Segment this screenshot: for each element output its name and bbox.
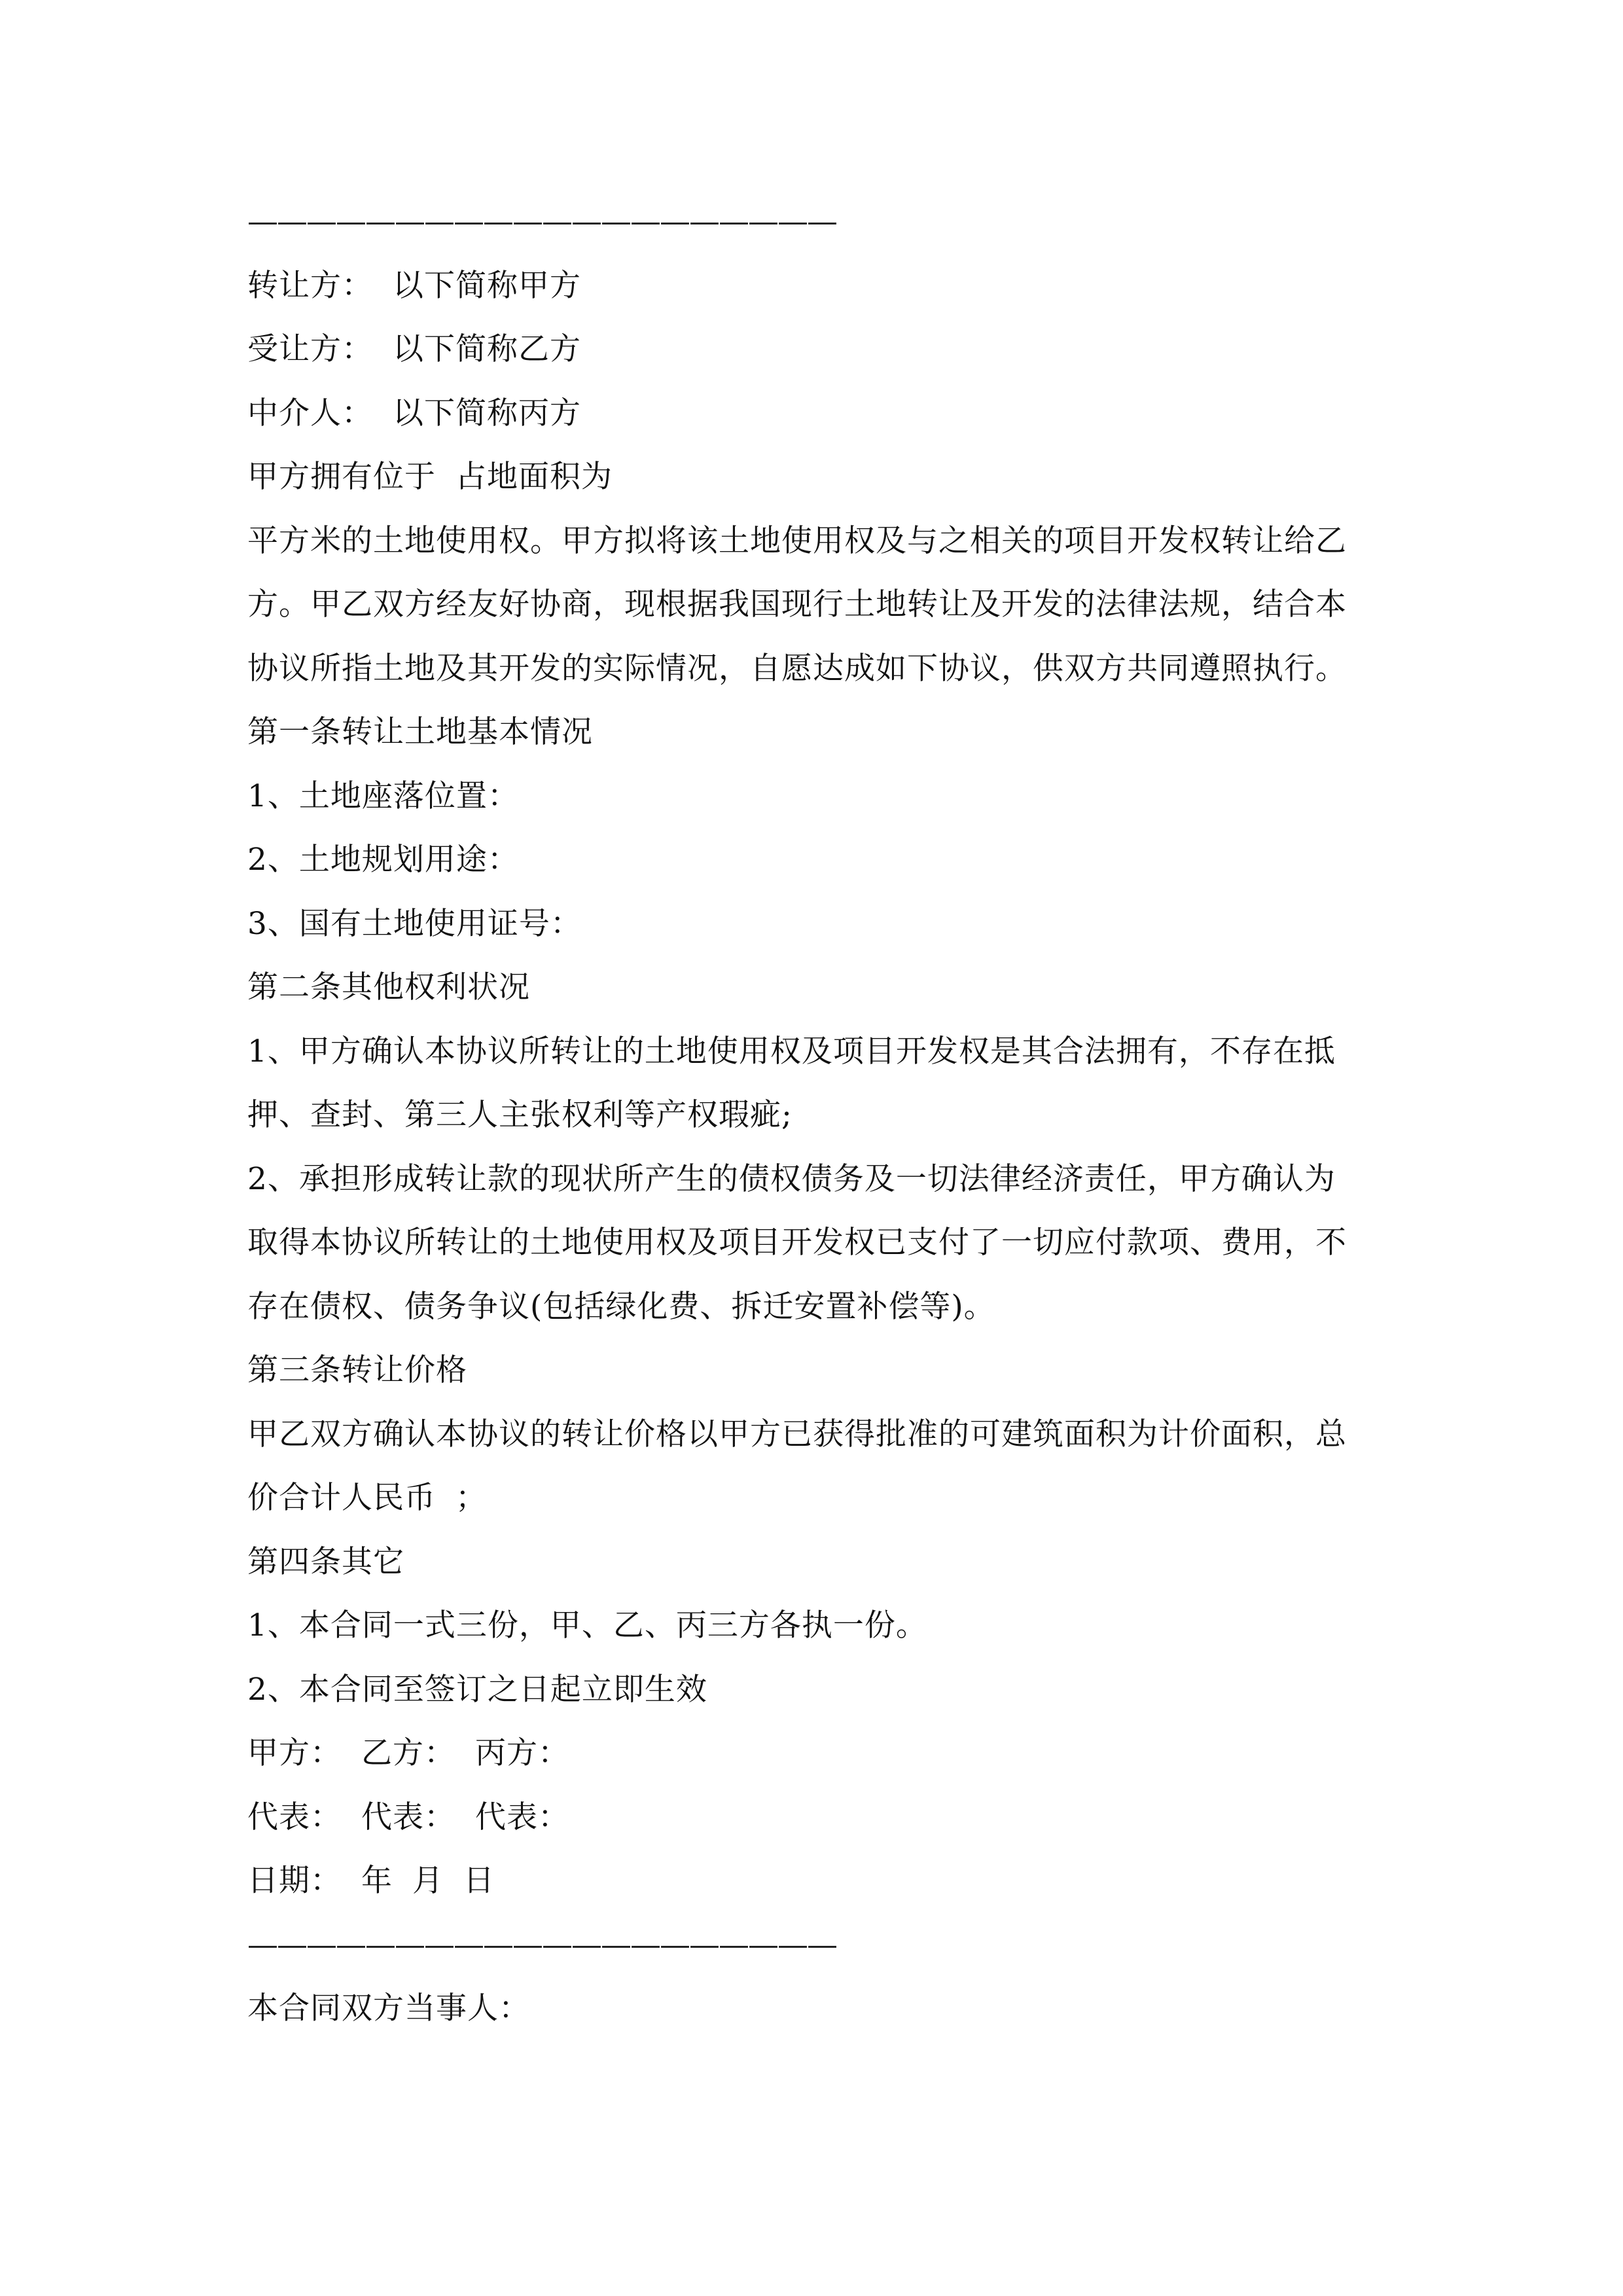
article-1-item-2: 2、土地规划用途： (247, 842, 519, 878)
signature-reps-line (247, 1785, 1412, 1850)
article-2-item-2-line-2: 取得本协议所转让的土地使用权及项目开发权已支付了一切应付款项、费用，不 (247, 1225, 1347, 1261)
article-1-title: 第一条转让土地基本情况 (247, 714, 593, 750)
top-divider: ———————————————————— (247, 204, 836, 240)
transferor-line (247, 254, 1412, 318)
price-end: ； (455, 1480, 487, 1516)
article-4-item-1: 1、本合同一式三份，甲、乙、丙三方各执一份。 (247, 1607, 927, 1643)
transferee-line (247, 317, 1412, 382)
rep-c-label: 代表： (475, 1799, 569, 1835)
bottom-divider: ———————————————————— (247, 1926, 836, 1963)
signature-parties-line (247, 1721, 1412, 1785)
intermediary-label: 中介人： (247, 395, 373, 431)
transferor-value: 以下简称甲方 (393, 267, 581, 304)
date-label: 日期： (247, 1863, 342, 1899)
date-month: 月 (412, 1863, 444, 1899)
article-2-item-2-line-3: 存在债权、债务争议(包括绿化费、拆迁安置补偿等)。 (247, 1288, 995, 1325)
footer-parties-line: 本合同双方当事人： (247, 1990, 530, 2026)
party-c-label: 丙方： (475, 1735, 569, 1771)
contract-body (247, 190, 1412, 2041)
article-3-title: 第三条转让价格 (247, 1352, 467, 1388)
article-3-line-1: 甲乙双方确认本协议的转让价格以甲方已获得批准的可建筑面积为计价面积，总 (247, 1416, 1347, 1452)
article-2-item-2-line-1: 2、承担形成转让款的现状所产生的债权债务及一切法律经济责任，甲方确认为 (247, 1160, 1336, 1197)
transferee-label: 受让方： (247, 331, 373, 367)
intro-line-2: 平方米的土地使用权。甲方拟将该土地使用权及与之相关的项目开发权转让给乙 (247, 522, 1347, 559)
intro-line-4: 协议所指土地及其开发的实际情况，自愿达成如下协议，供双方共同遵照执行。 (247, 650, 1347, 687)
transferor-label: 转让方： (247, 267, 373, 304)
article-2-title: 第二条其他权利状况 (247, 969, 530, 1005)
intro-location-label: 甲方拥有位于 (247, 459, 436, 495)
article-4-title: 第四条其它 (247, 1543, 404, 1580)
signature-date-line (247, 1849, 1412, 1913)
rep-b-label: 代表： (361, 1799, 455, 1835)
intro-line-1 (247, 445, 1412, 509)
article-1-item-1: 1、土地座落位置： (247, 778, 519, 814)
party-a-label: 甲方： (247, 1735, 342, 1771)
article-4-item-2: 2、本合同至签订之日起立即生效 (247, 1671, 707, 1708)
article-2-item-1-line-2: 押、查封、第三人主张权利等产权瑕疵; (247, 1097, 793, 1133)
date-day: 日 (463, 1863, 495, 1899)
article-2-item-1-line-1: 1、甲方确认本协议所转让的土地使用权及项目开发权是其合法拥有，不存在抵 (247, 1033, 1336, 1069)
date-year: 年 (361, 1863, 393, 1899)
intermediary-value: 以下简称丙方 (393, 395, 581, 431)
intro-line-3: 方。甲乙双方经友好协商，现根据我国现行土地转让及开发的法律法规，结合本 (247, 586, 1347, 622)
article-3-line-2 (247, 1466, 1412, 1530)
article-1-item-3: 3、国有土地使用证号： (247, 905, 582, 942)
intro-area-label: 占地面积为 (455, 459, 613, 495)
rep-a-label: 代表： (247, 1799, 342, 1835)
intermediary-line (247, 382, 1412, 446)
transferee-value: 以下简称乙方 (393, 331, 581, 367)
party-b-label: 乙方： (361, 1735, 455, 1771)
price-label: 价合计人民币 (247, 1480, 436, 1516)
